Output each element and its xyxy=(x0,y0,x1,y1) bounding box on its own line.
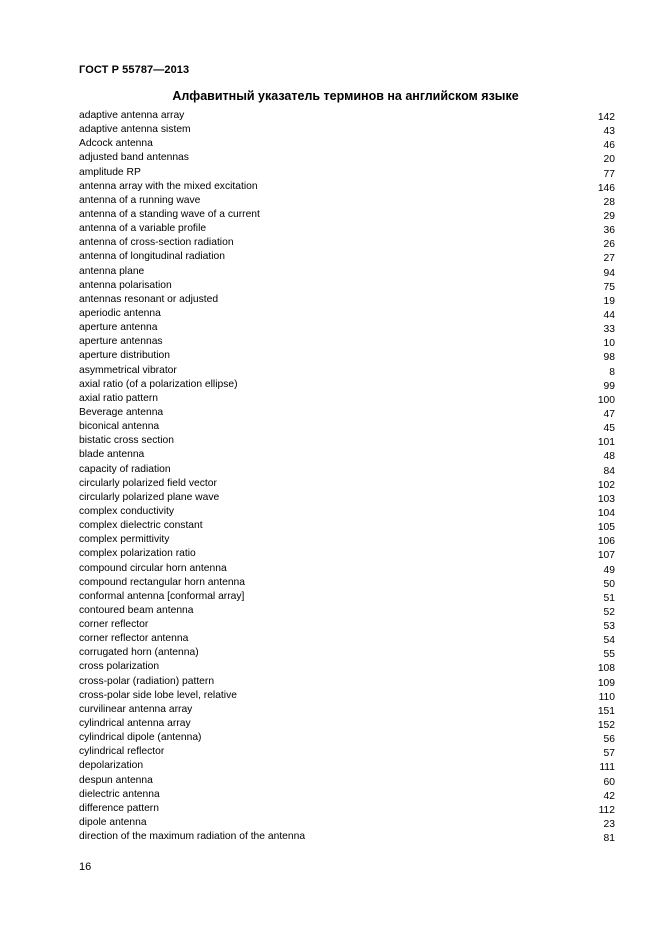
index-term-number: 81 xyxy=(603,833,615,845)
index-term: asymmetrical vibrator xyxy=(79,364,177,376)
index-term: axial ratio pattern xyxy=(79,392,158,404)
index-entry xyxy=(79,775,615,789)
index-entry xyxy=(79,223,615,237)
index-term-number: 50 xyxy=(603,578,615,590)
index-entry xyxy=(79,831,615,845)
index-term: circularly polarized field vector xyxy=(79,477,217,489)
index-term-number: 102 xyxy=(597,479,615,491)
index-entry xyxy=(79,421,615,435)
index-entry xyxy=(79,619,615,633)
index-term: adaptive antenna sistem xyxy=(79,124,191,136)
index-term: antenna of a running wave xyxy=(79,194,201,206)
index-term: complex dielectric constant xyxy=(79,520,203,532)
index-term-number: 56 xyxy=(603,734,615,746)
index-entry xyxy=(79,195,615,209)
index-term: cross-polar (radiation) pattern xyxy=(79,675,215,687)
index-term: depolarization xyxy=(79,760,144,772)
index-entry xyxy=(79,548,615,562)
index-term: blade antenna xyxy=(79,449,145,461)
index-term-number: 151 xyxy=(597,705,615,717)
index-entry xyxy=(79,577,615,591)
index-term-number: 28 xyxy=(603,196,615,208)
index-entry xyxy=(79,718,615,732)
term-index-list xyxy=(79,110,615,845)
index-entry xyxy=(79,704,615,718)
index-entry xyxy=(79,676,615,690)
index-term-number: 77 xyxy=(603,168,615,180)
index-term-number: 36 xyxy=(603,225,615,237)
index-term-number: 29 xyxy=(603,210,615,222)
index-term-number: 146 xyxy=(597,182,615,194)
index-term-number: 152 xyxy=(597,720,615,732)
index-term: aperture antennas xyxy=(79,336,163,348)
index-term-number: 101 xyxy=(597,437,615,449)
index-term: antenna of a standing wave of a current xyxy=(79,208,260,220)
index-term-number: 47 xyxy=(603,408,615,420)
index-entry xyxy=(79,478,615,492)
index-entry xyxy=(79,379,615,393)
index-entry xyxy=(79,534,615,548)
index-entry xyxy=(79,209,615,223)
index-term: cross-polar side lobe level, relative xyxy=(79,689,237,701)
index-entry xyxy=(79,690,615,704)
index-entry xyxy=(79,138,615,152)
document-id: ГОСТ Р 55787—2013 xyxy=(79,64,190,76)
index-term-number: 19 xyxy=(603,295,615,307)
index-term: axial ratio (of a polarization ellipse) xyxy=(79,378,238,390)
index-entry xyxy=(79,435,615,449)
index-term: antenna of longitudinal radiation xyxy=(79,251,225,263)
index-entry xyxy=(79,308,615,322)
index-term: amplitude RP xyxy=(79,166,141,178)
index-term-number: 98 xyxy=(603,352,615,364)
index-entry xyxy=(79,520,615,534)
index-term: aperture distribution xyxy=(79,350,171,362)
index-term: cylindrical reflector xyxy=(79,746,165,758)
index-term: curvilinear antenna array xyxy=(79,703,193,715)
index-entry xyxy=(79,803,615,817)
index-term: cylindrical antenna array xyxy=(79,718,191,730)
index-entry xyxy=(79,647,615,661)
index-term-number: 45 xyxy=(603,423,615,435)
index-term-number: 99 xyxy=(603,380,615,392)
index-entry xyxy=(79,760,615,774)
index-term: antenna array with the mixed excitation xyxy=(79,180,258,192)
index-entry xyxy=(79,661,615,675)
index-entry xyxy=(79,563,615,577)
index-term-number: 27 xyxy=(603,253,615,265)
index-term: adaptive antenna array xyxy=(79,110,185,121)
index-entry xyxy=(79,789,615,803)
index-term: bistatic cross section xyxy=(79,435,174,447)
index-entry xyxy=(79,280,615,294)
index-term-number: 111 xyxy=(599,762,615,774)
index-entry xyxy=(79,365,615,379)
index-term-number: 106 xyxy=(597,536,615,548)
index-term-number: 52 xyxy=(603,606,615,618)
index-term-number: 42 xyxy=(603,790,615,802)
index-term-number: 46 xyxy=(603,140,615,152)
index-term: compound rectangular horn antenna xyxy=(79,576,246,588)
index-entry xyxy=(79,181,615,195)
index-term-number: 105 xyxy=(597,522,615,534)
index-term: dielectric antenna xyxy=(79,788,160,800)
index-term: antenna polarisation xyxy=(79,279,172,291)
index-term-number: 54 xyxy=(603,635,615,647)
index-title: Алфавитный указатель терминов на английском языке xyxy=(172,89,519,103)
index-term-number: 104 xyxy=(597,507,615,519)
index-term: corrugated horn (antenna) xyxy=(79,647,199,659)
index-term-number: 112 xyxy=(598,804,615,816)
index-entry xyxy=(79,732,615,746)
index-entry xyxy=(79,336,615,350)
index-term-number: 103 xyxy=(597,493,615,505)
index-term-number: 26 xyxy=(603,239,615,251)
index-entry xyxy=(79,266,615,280)
index-term: cross polarization xyxy=(79,661,160,673)
page-number: 16 xyxy=(79,861,92,873)
index-entry xyxy=(79,251,615,265)
index-term: complex conductivity xyxy=(79,505,174,517)
index-term: contoured beam antenna xyxy=(79,604,194,616)
index-term: difference pattern xyxy=(79,802,159,814)
index-term: circularly polarized plane wave xyxy=(79,491,220,503)
index-term: cylindrical dipole (antenna) xyxy=(79,732,202,744)
index-term: corner reflector xyxy=(79,619,149,631)
index-term-number: 57 xyxy=(603,748,615,760)
index-term: dipole antenna xyxy=(79,817,147,829)
index-entry xyxy=(79,449,615,463)
index-term-number: 108 xyxy=(597,663,615,675)
index-term-number: 107 xyxy=(597,550,615,562)
index-term-number: 44 xyxy=(603,309,615,321)
index-entry xyxy=(79,322,615,336)
index-term-number: 60 xyxy=(603,776,615,788)
index-entry xyxy=(79,294,615,308)
index-term-number: 55 xyxy=(603,649,615,661)
index-entry xyxy=(79,746,615,760)
index-term: aperture antenna xyxy=(79,322,158,334)
index-term-number: 110 xyxy=(598,691,615,703)
index-term: complex permittivity xyxy=(79,534,170,546)
index-term-number: 20 xyxy=(603,154,615,166)
index-term: antenna plane xyxy=(79,265,145,277)
index-entry xyxy=(79,124,615,138)
index-term-number: 51 xyxy=(603,592,615,604)
index-term: Adcock antenna xyxy=(79,138,153,150)
index-term: complex polarization ratio xyxy=(79,548,196,560)
index-term: compound circular horn antenna xyxy=(79,562,227,574)
index-term-number: 100 xyxy=(597,394,615,406)
index-term: capacity of radiation xyxy=(79,463,171,475)
index-term: antenna of a variable profile xyxy=(79,223,207,235)
index-term: despun antenna xyxy=(79,774,153,786)
index-term: Beverage antenna xyxy=(79,406,164,418)
index-term: antennas resonant or adjusted xyxy=(79,293,219,305)
index-term: direction of the maximum radiation of the antenna xyxy=(79,831,306,843)
index-term-number: 48 xyxy=(603,451,615,463)
index-entry xyxy=(79,464,615,478)
index-term-number: 10 xyxy=(603,338,615,350)
index-term-number: 109 xyxy=(597,677,615,689)
index-entry xyxy=(79,237,615,251)
index-term-number: 23 xyxy=(603,819,615,831)
index-entry xyxy=(79,393,615,407)
index-entry xyxy=(79,591,615,605)
index-entry xyxy=(79,350,615,364)
index-term-number: 53 xyxy=(603,621,615,633)
index-term-number: 84 xyxy=(603,465,615,477)
index-term-number: 8 xyxy=(609,366,615,378)
index-term: antenna of cross-section radiation xyxy=(79,237,234,249)
index-term: adjusted band antennas xyxy=(79,152,189,164)
index-term: corner reflector antenna xyxy=(79,633,189,645)
index-entry xyxy=(79,110,615,124)
index-entry xyxy=(79,492,615,506)
index-term-number: 33 xyxy=(603,324,615,336)
index-entry xyxy=(79,817,615,831)
index-entry xyxy=(79,605,615,619)
index-term: biconical antenna xyxy=(79,421,160,433)
index-term-number: 49 xyxy=(603,564,615,576)
index-term-number: 75 xyxy=(603,281,615,293)
index-entry xyxy=(79,407,615,421)
index-term-number: 94 xyxy=(603,267,615,279)
index-term-number: 43 xyxy=(603,126,615,138)
index-entry xyxy=(79,167,615,181)
index-entry xyxy=(79,633,615,647)
index-term: conformal antenna [conformal array] xyxy=(79,590,245,602)
index-term: aperiodic antenna xyxy=(79,307,161,319)
index-term-number: 142 xyxy=(597,112,615,123)
index-entry xyxy=(79,152,615,166)
index-entry xyxy=(79,506,615,520)
